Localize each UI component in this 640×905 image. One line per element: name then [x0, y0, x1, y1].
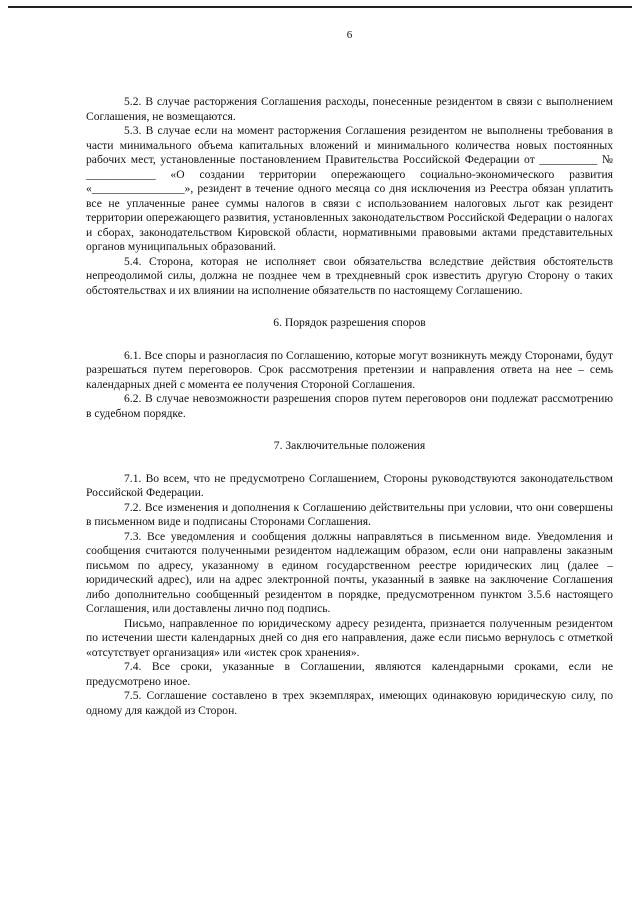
paragraph-7-1: 7.1. Во всем, что не предусмотрено Соглашением, Стороны руководствуются законодательством Российской Федерации.: [86, 471, 613, 499]
paragraph-6-1: 6.1. Все споры и разногласия по Соглашению, которые могут возникнуть между Сторонами, будут разрешаться путем переговоров. Срок рассмотрения претензии и направления ответа на нее – семь календарных дней с момента ее получения Стороной Соглашения.: [86, 348, 613, 391]
paragraph-5-2: 5.2. В случае расторжения Соглашения расходы, понесенные резидентом в связи с выполнением Соглашения, не возмещаются.: [86, 95, 613, 123]
paragraph-7-2: 7.2. Все изменения и дополнения к Соглашению действительны при условии, что они совершены в письменном виде и подписаны Сторонами Соглашения.: [86, 500, 613, 528]
paragraph-7-3: 7.3. Все уведомления и сообщения должны направляться в письменном виде. Уведомления и сообщения считаются полученными резидентом надлежащим образом, если они направлены заказным письмом по адресу, указанному в едином государственном реестре юридических лиц (далее – юридический адрес), или на адрес электронной почты, указанный в заявке на заключение Соглашения либо дополнительно сообщенный резидентом в порядке, предусмотренном пунктом 3.5.6 настоящего Соглашения, или доставлены лично под подпись.: [86, 529, 613, 615]
paragraph-5-4: 5.4. Сторона, которая не исполняет свои обязательства вследствие действия обстоятельств непреодолимой силы, должна не позднее чем в трехдневный срок известить другую Сторону о таких обстоятельствах и их влиянии на исполнение обязательств по настоящему Соглашению.: [86, 254, 613, 297]
section-7-title: 7. Заключительные положения: [273, 439, 426, 452]
top-border-line: [8, 6, 632, 8]
paragraph-7-4: 7.4. Все сроки, указанные в Соглашении, являются календарными сроками, если не предусмотрено иное.: [86, 660, 613, 688]
paragraph-7-3-letter: Письмо, направленное по юридическому адресу резидента, признается полученным резидентом по истечении шести календарных дней со дня его направления, даже если письмо вернулось с отметкой «отсутствует организация» или «истек срок хранения».: [86, 616, 613, 659]
paragraph-7-5: 7.5. Соглашение составлено в трех экземплярах, имеющих одинаковую юридическую силу, по одному для каждой из Сторон.: [86, 689, 613, 717]
paragraph-6-2: 6.2. В случае невозможности разрешения споров путем переговоров они подлежат рассмотрению в судебном порядке.: [86, 392, 613, 420]
page-number: 6: [346, 29, 353, 41]
section-6-title: 6. Порядок разрешения споров: [273, 316, 426, 329]
document-page: [86, 28, 613, 718]
paragraph-5-3: 5.3. В случае если на момент расторжения Соглашения резидентом не выполнены требования в части минимального объема капитальных вложений и минимального количества новых постоянных рабочих мест, установленные постановлением Правительства Российской Федерации от __________ № ____________ «О создании территории опережающего социально-экономического развития «________________», резидент в течение одного месяца со дня исключения из Реестра обязан уплатить все не уплаченные ранее суммы налогов в связи с использованием налоговых льгот как резидент территории опережающего развития, установленных законодательством Российской Федерации о налогах и сборах, законодательством Кировской области, нормативными правовыми актами представительных органов муниципальных образований.: [86, 124, 613, 253]
